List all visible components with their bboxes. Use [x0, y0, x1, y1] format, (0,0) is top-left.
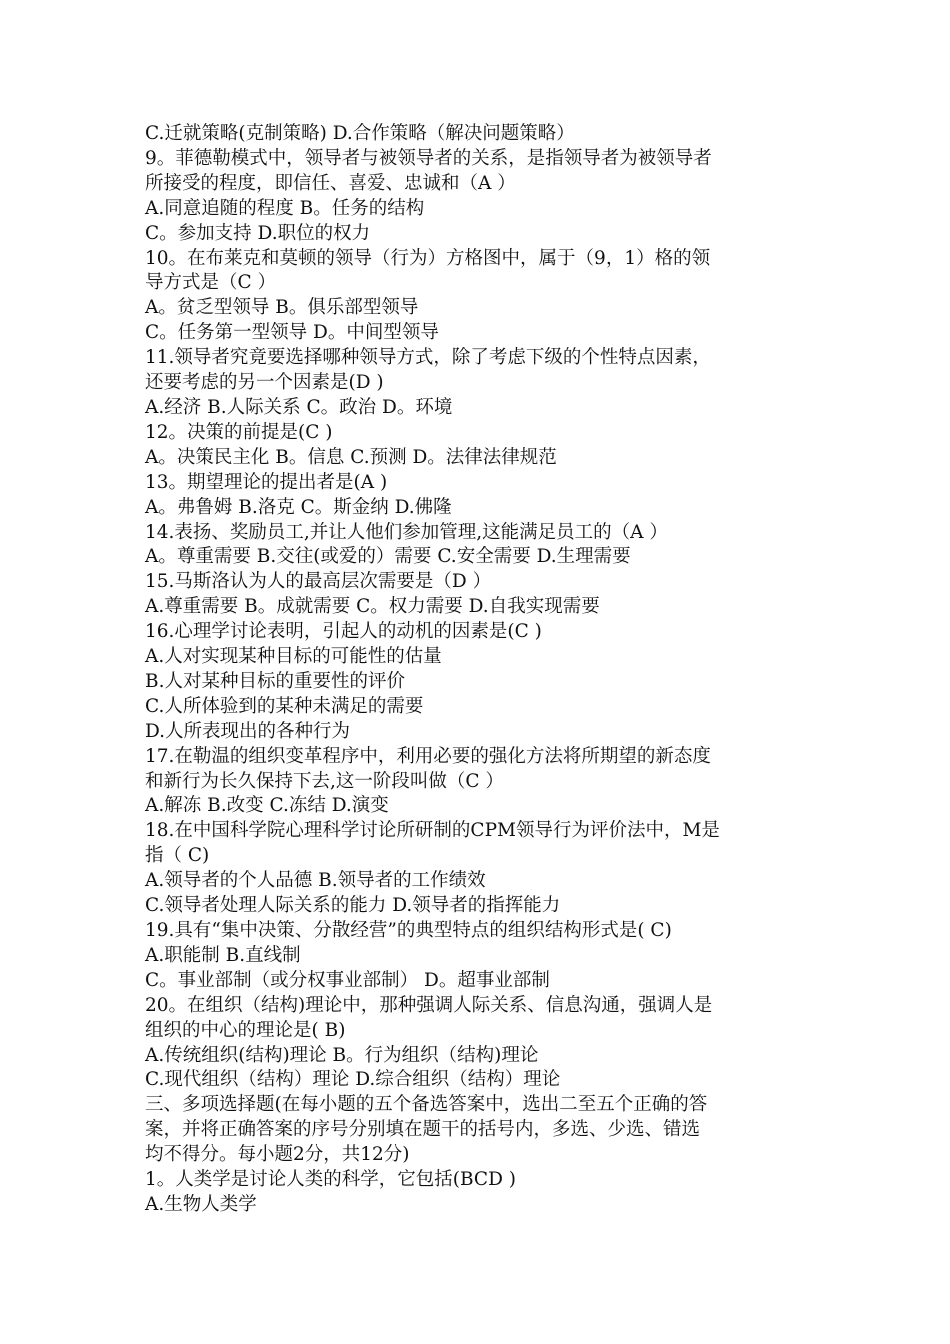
text-line: 10。在布莱克和莫顿的领导（行为）方格图中，属于（9，1）格的领	[145, 247, 711, 269]
text-line: 16.心理学讨论表明，引起人的动机的因素是(C )	[145, 621, 542, 643]
text-line: C。事业部制（或分权事业部制） D。超事业部制	[145, 969, 550, 991]
text-line: 三、多项选择题(在每小题的五个备选答案中，选出二至五个正确的答	[145, 1094, 708, 1116]
text-line: A。决策民主化 B。信息 C.预测 D。法律法律规范	[145, 446, 557, 468]
text-line: A。弗鲁姆 B.洛克 C。斯金纳 D.佛隆	[145, 496, 452, 518]
text-line: 19.具有“集中决策、分散经营”的典型特点的组织结构形式是( C)	[145, 920, 672, 941]
text-line: 14.表扬、奖励员工,并让人他们参加管理,这能满足员工的（A ）	[145, 521, 668, 543]
text-line: A。贫乏型领导 B。俱乐部型领导	[145, 297, 419, 319]
text-line: 9。菲德勒模式中，领导者与被领导者的关系，是指领导者为被领导者	[145, 147, 712, 169]
text-line: C.现代组织（结构）理论 D.综合组织（结构）理论	[145, 1069, 561, 1091]
text-line: C.迁就策略(克制策略) D.合作策略（解决问题策略）	[145, 123, 575, 144]
text-line: C.领导者处理人际关系的能力 D.领导者的指挥能力	[145, 895, 561, 917]
text-line: 指（ C)	[145, 845, 210, 867]
text-line: 和新行为长久保持下去,这一阶段叫做（C ）	[145, 770, 504, 792]
text-line: D.人所表现出的各种行为	[145, 720, 351, 742]
text-line: A.解冻 B.改变 C.冻结 D.演变	[145, 795, 389, 817]
text-line: B.人对某种目标的重要性的评价	[145, 670, 405, 692]
text-line: A。尊重需要 B.交往(或爱的）需要 C.安全需要 D.生理需要	[145, 546, 631, 568]
text-line: A.尊重需要 B。成就需要 C。权力需要 D.自我实现需要	[145, 596, 600, 618]
text-line: 18.在中国科学院心理科学讨论所研制的CPM领导行为评价法中，M是	[145, 820, 720, 842]
text-line: A.经济 B.人际关系 C。政治 D。环境	[145, 396, 453, 418]
text-line: C。参加支持 D.职位的权力	[145, 222, 371, 244]
text-line: A.领导者的个人品德 B.领导者的工作绩效	[145, 870, 486, 892]
text-line: 15.马斯洛认为人的最高层次需要是（D ）	[145, 571, 492, 593]
text-line: 11.领导者究竟要选择哪种领导方式，除了考虑下级的个性特点因素，	[145, 347, 711, 369]
text-line: 1。人类学是讨论人类的科学，它包括(BCD )	[145, 1169, 517, 1191]
text-line: A.职能制 B.直线制	[145, 944, 301, 966]
text-line: C.人所体验到的某种未满足的需要	[145, 695, 424, 717]
text-line: 17.在勒温的组织变革程序中，利用必要的强化方法将所期望的新态度	[145, 745, 711, 767]
document-page	[145, 122, 815, 1218]
text-line: 所接受的程度，即信任、喜爱、忠诚和（A ）	[145, 172, 516, 194]
text-line: A.生物人类学	[145, 1193, 257, 1215]
text-line: A.人对实现某种目标的可能性的估量	[145, 646, 442, 668]
text-line: 组织的中心的理论是( B)	[145, 1019, 346, 1041]
text-line: A.同意追随的程度 B。任务的结构	[145, 197, 425, 219]
text-line: C。任务第一型领导 D。中间型领导	[145, 322, 439, 344]
text-line: 20。在组织（结构)理论中，那种强调人际关系、信息沟通，强调人是	[145, 994, 713, 1016]
text-line: 导方式是（C ）	[145, 272, 277, 294]
text-line: 12。决策的前提是(C )	[145, 421, 333, 443]
text-line: 均不得分。每小题2分，共12分)	[145, 1144, 410, 1166]
text-line: A.传统组织(结构)理论 B。行为组织（结构)理论	[145, 1044, 539, 1066]
text-line: 13。期望理论的提出者是(A )	[145, 471, 388, 493]
text-line: 案，并将正确答案的序号分别填在题干的括号内，多选、少选、错选	[145, 1119, 701, 1141]
text-line: 还要考虑的另一个因素是(D )	[145, 372, 384, 394]
